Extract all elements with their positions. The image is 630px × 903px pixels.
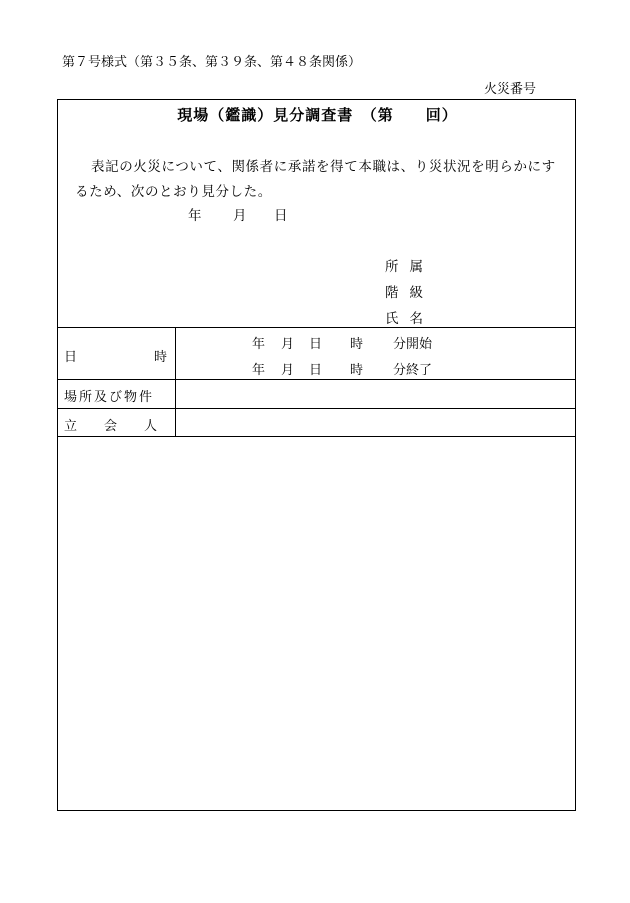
witness-label-part-3: 人 [144,419,158,434]
place-and-property-label: 場所及び物件 [64,390,155,405]
table-bottom-border [58,436,575,437]
inspection-notes-area[interactable] [59,438,574,808]
end-hour-label: 時 [350,363,364,378]
start-suffix-label: 分開始 [393,337,433,352]
end-month-label: 月 [281,363,295,378]
end-day-label: 日 [309,363,323,378]
end-year-label: 年 [252,363,266,378]
datetime-label-part-1: 日 [64,350,78,365]
start-hour-label: 時 [350,337,364,352]
date-year-label: 年 [188,208,202,224]
witness-label-part-1: 立 [64,419,78,434]
start-year-label: 年 [252,337,266,352]
date-day-label: 日 [274,208,288,224]
table-row-divider [58,408,575,409]
rank-label: 階級 [385,285,434,301]
date-month-label: 月 [233,208,247,224]
witness-field[interactable] [177,410,574,435]
table-row-divider [58,379,575,380]
table-column-divider [175,327,176,436]
intro-text-line-2: るため、次のとおり見分した。 [75,184,272,200]
intro-text-line-1: 表記の火災について、関係者に承諾を得て本職は、り災状況を明らかにす [91,159,556,175]
start-month-label: 月 [281,337,295,352]
document-title: 現場（鑑識）見分調査書 （第 回） [177,106,458,124]
inspection-report-form [57,99,576,811]
form-reference: 第７号様式（第３５条、第３９条、第４８条関係） [62,55,362,70]
table-top-border [58,327,575,328]
datetime-label-part-2: 時 [154,350,168,365]
fire-number-label: 火災番号 [484,82,537,97]
place-and-property-field[interactable] [177,381,574,407]
start-day-label: 日 [309,337,323,352]
affiliation-label: 所属 [385,259,434,275]
end-suffix-label: 分終了 [393,363,433,378]
name-label: 氏名 [385,311,434,327]
witness-label-part-2: 会 [104,419,118,434]
